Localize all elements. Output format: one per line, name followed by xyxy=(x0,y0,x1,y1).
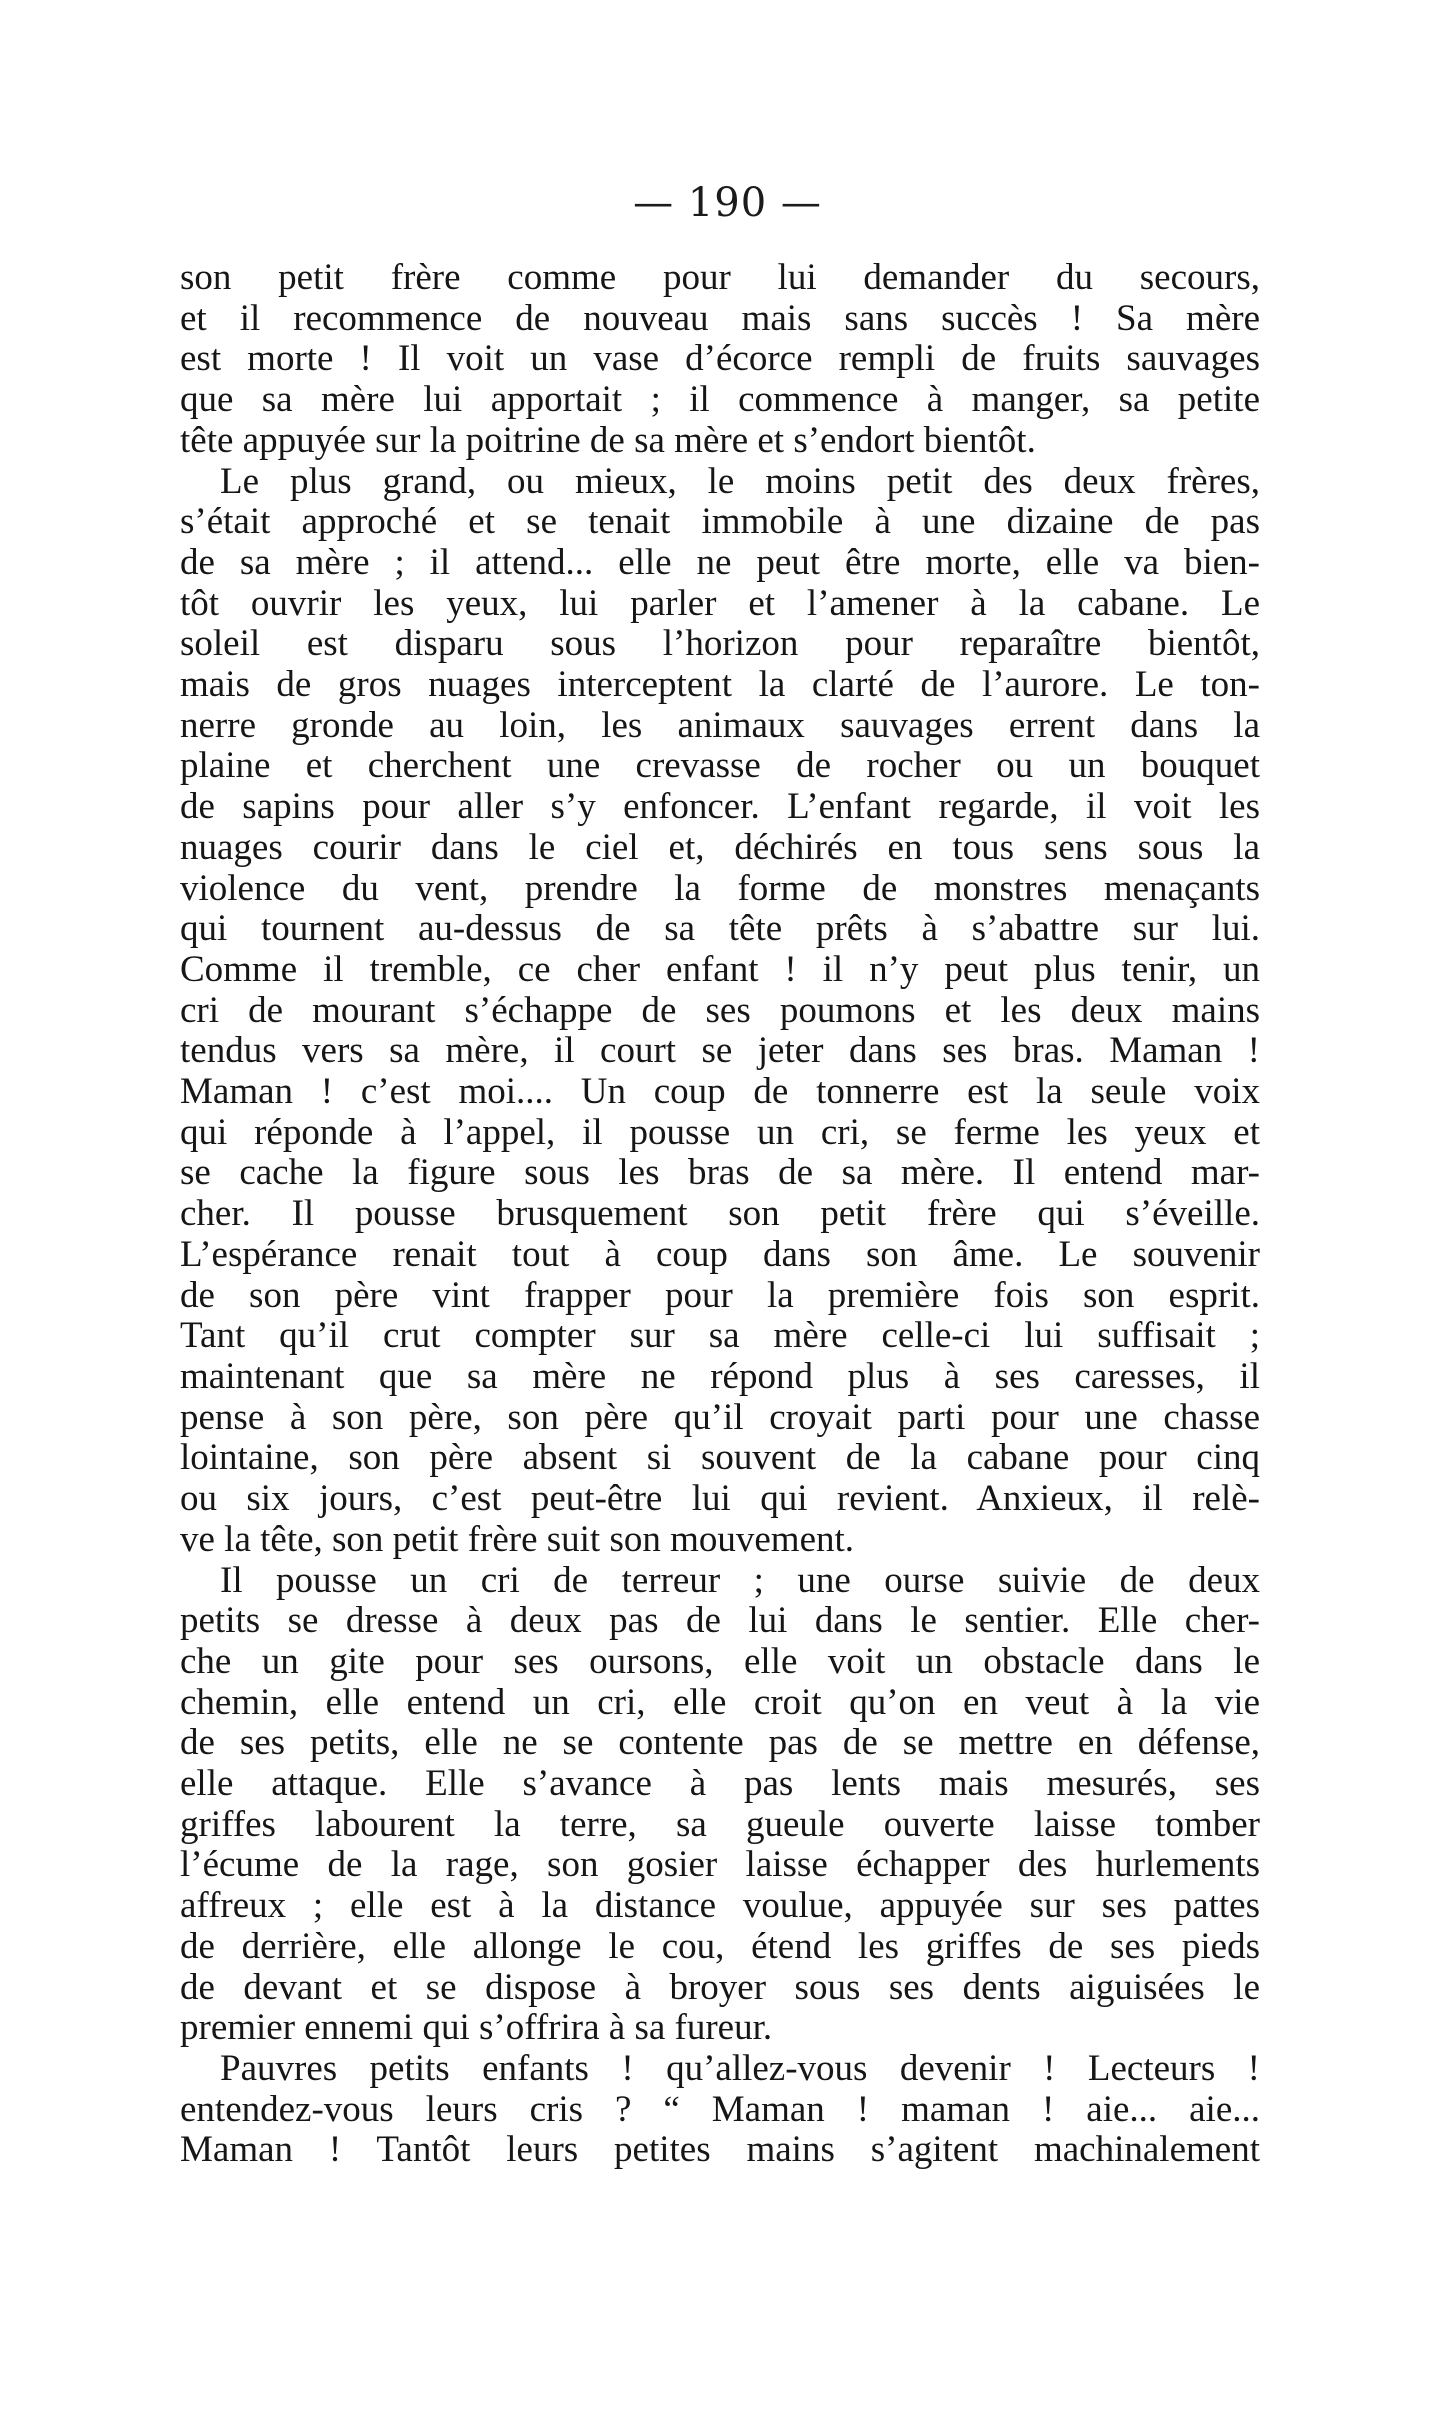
text-line: et il recommence de nouveau mais sans succès ! Sa mère xyxy=(180,297,1260,339)
body-text xyxy=(180,258,1260,2171)
text-line: qui réponde à l’appel, il pousse un cri, se ferme les yeux et xyxy=(180,1111,1260,1153)
text-line: l’écume de la rage, son gosier laisse échapper des hurlements xyxy=(180,1844,1260,1886)
text-line: ou six jours, c’est peut-être lui qui revient. Anxieux, il relè- xyxy=(180,1478,1260,1520)
text-line: de devant et se dispose à broyer sous ses dents aiguisées le xyxy=(180,1966,1260,2008)
text-line: cri de mourant s’échappe de ses poumons et les deux mains xyxy=(180,989,1260,1031)
text-line: Pauvres petits enfants ! qu’allez-vous devenir ! Lecteurs ! xyxy=(220,2047,1260,2089)
text-line: nerre gronde au loin, les animaux sauvages errent dans la xyxy=(180,704,1260,746)
text-line: violence du vent, prendre la forme de monstres menaçants xyxy=(180,867,1260,909)
text-line: de ses petits, elle ne se contente pas de se mettre en défense, xyxy=(180,1722,1260,1764)
text-line: ve la tête, son petit frère suit son mouvement. xyxy=(180,1518,855,1560)
text-line: de son père vint frapper pour la première fois son esprit. xyxy=(180,1274,1260,1316)
paragraph xyxy=(180,1561,1260,2049)
text-line: che un gite pour ses oursons, elle voit un obstacle dans le xyxy=(180,1640,1260,1682)
text-line: maintenant que sa mère ne répond plus à ses caresses, il xyxy=(180,1355,1260,1397)
text-line: Il pousse un cri de terreur ; une ourse suivie de deux xyxy=(220,1559,1260,1601)
text-line: Le plus grand, ou mieux, le moins petit des deux frères, xyxy=(220,460,1260,502)
text-line: plaine et cherchent une crevasse de rocher ou un bouquet xyxy=(180,745,1260,787)
text-line: affreux ; elle est à la distance voulue, appuyée sur ses pattes xyxy=(180,1885,1260,1927)
text-line: tendus vers sa mère, il court se jeter dans ses bras. Maman ! xyxy=(180,1030,1260,1072)
text-line: chemin, elle entend un cri, elle croit qu’on en veut à la vie xyxy=(180,1681,1260,1723)
paragraph xyxy=(180,2049,1260,2171)
text-line: soleil est disparu sous l’horizon pour reparaître bientôt, xyxy=(180,623,1260,665)
text-line: qui tournent au-dessus de sa tête prêts à s’abattre sur lui. xyxy=(180,908,1260,950)
text-line: nuages courir dans le ciel et, déchirés en tous sens sous la xyxy=(180,826,1260,868)
text-line: tôt ouvrir les yeux, lui parler et l’amener à la cabane. Le xyxy=(180,582,1260,624)
page-number: — 190 — xyxy=(633,180,822,226)
text-line: tête appuyée sur la poitrine de sa mère et s’endort bientôt. xyxy=(180,419,1036,461)
text-line: petits se dresse à deux pas de lui dans le sentier. Elle cher- xyxy=(180,1600,1260,1642)
text-line: Tant qu’il crut compter sur sa mère celle-ci lui suffisait ; xyxy=(180,1315,1260,1357)
text-line: s’était approché et se tenait immobile à une dizaine de pas xyxy=(180,501,1260,543)
text-line: se cache la figure sous les bras de sa mère. Il entend mar- xyxy=(180,1152,1260,1194)
text-line: griffes labourent la terre, sa gueule ouverte laisse tomber xyxy=(180,1803,1260,1845)
text-line: pense à son père, son père qu’il croyait parti pour une chasse xyxy=(180,1396,1260,1438)
paragraph xyxy=(180,462,1260,1561)
text-line: mais de gros nuages interceptent la clarté de l’aurore. Le ton- xyxy=(180,664,1260,706)
text-line: cher. Il pousse brusquement son petit frère qui s’éveille. xyxy=(180,1193,1260,1235)
text-line: L’espérance renait tout à coup dans son âme. Le souvenir xyxy=(180,1233,1260,1275)
text-line: elle attaque. Elle s’avance à pas lents mais mesurés, ses xyxy=(180,1763,1260,1805)
text-line: de sa mère ; il attend... elle ne peut être morte, elle va bien- xyxy=(180,541,1260,583)
text-line: Maman ! c’est moi.... Un coup de tonnerre est la seule voix xyxy=(180,1071,1260,1113)
text-line: Maman ! Tantôt leurs petites mains s’agitent machinalement xyxy=(180,2129,1260,2171)
text-line: Comme il tremble, ce cher enfant ! il n’y peut plus tenir, un xyxy=(180,948,1260,990)
text-line: de derrière, elle allonge le cou, étend les griffes de ses pieds xyxy=(180,1925,1260,1967)
paragraph xyxy=(180,258,1260,462)
text-line: son petit frère comme pour lui demander du secours, xyxy=(180,257,1260,298)
text-line: est morte ! Il voit un vase d’écorce rempli de fruits sauvages xyxy=(180,338,1260,380)
text-line: premier ennemi qui s’offrira à sa fureur. xyxy=(180,2007,773,2049)
text-line: que sa mère lui apportait ; il commence à manger, sa petite xyxy=(180,379,1260,421)
text-line: entendez-vous leurs cris ? “ Maman ! maman ! aie... aie... xyxy=(180,2088,1260,2130)
text-line: lointaine, son père absent si souvent de la cabane pour cinq xyxy=(180,1437,1260,1479)
text-line: de sapins pour aller s’y enfoncer. L’enfant regarde, il voit les xyxy=(180,786,1260,828)
